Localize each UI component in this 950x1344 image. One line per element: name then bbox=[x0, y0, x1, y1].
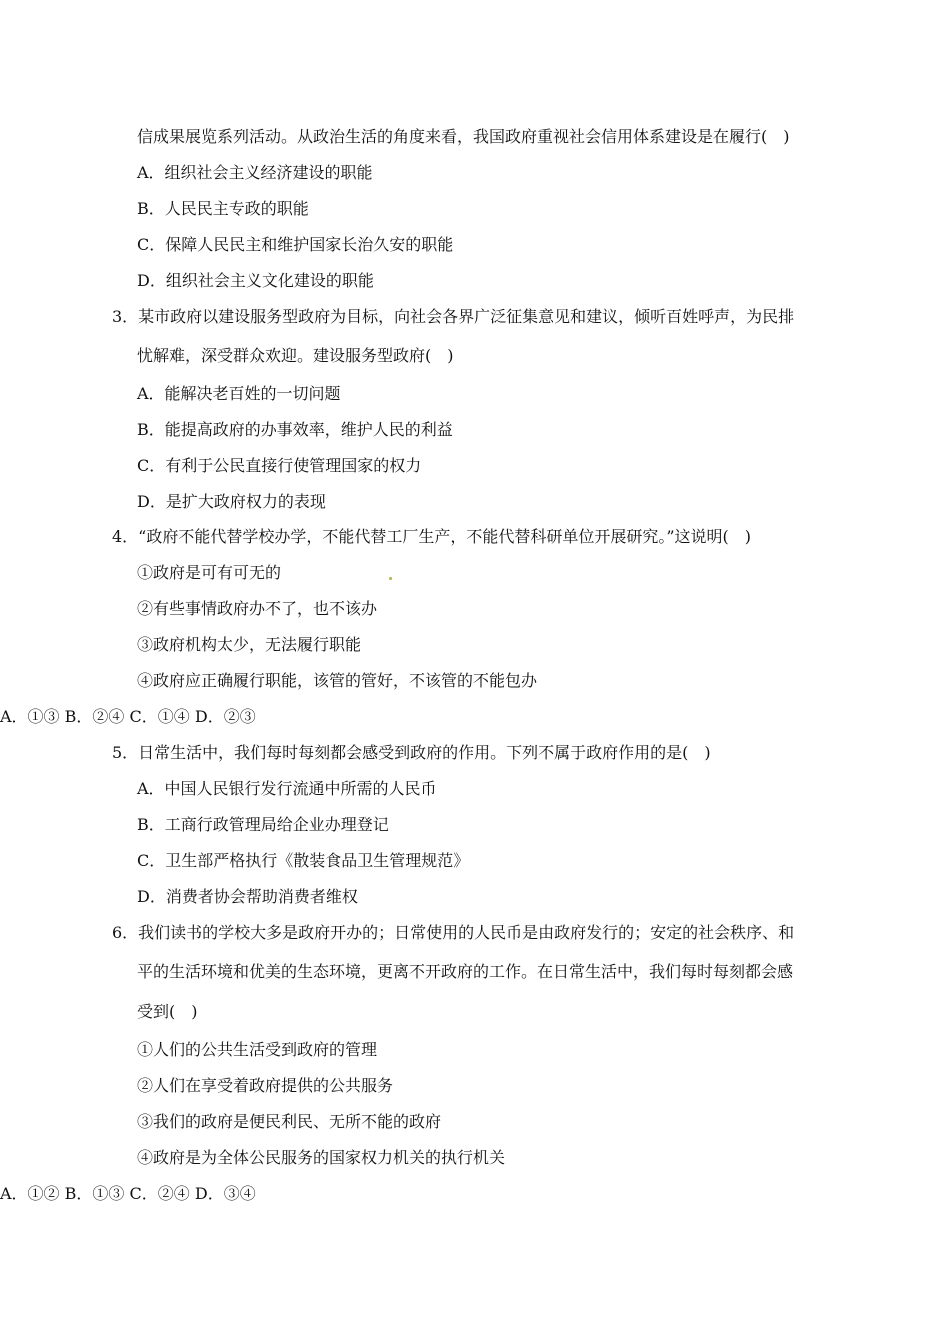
q5-option-d: D．消费者协会帮助消费者维权 bbox=[137, 887, 358, 906]
q3-option-c: C．有利于公民直接行使管理国家的权力 bbox=[137, 456, 422, 475]
q3-option-d: D．是扩大政府权力的表现 bbox=[137, 492, 326, 511]
question-4-stem: 4．“政府不能代替学校办学，不能代替工厂生产，不能代替科研单位开展研究。”这说明( ) bbox=[112, 527, 752, 546]
q4-choice-b: B．②④ bbox=[64, 707, 125, 726]
question-6-stem-line1: 6．我们读书的学校大多是政府开办的；日常使用的人民币是由政府发行的；安定的社会秩序、和 bbox=[112, 923, 795, 942]
q6-choices bbox=[0, 1184, 950, 1204]
q4-statement-4: ④政府应正确履行职能，该管的管好，不该管的不能包办 bbox=[137, 671, 538, 690]
q6-choice-b: B．①③ bbox=[64, 1184, 125, 1203]
q3-option-b: B．能提高政府的办事效率，维护人民的利益 bbox=[137, 420, 453, 439]
question-6-stem-line2: 平的生活环境和优美的生态环境，更离不开政府的工作。在日常生活中，我们每时每刻都会感 bbox=[137, 962, 794, 981]
q4-statement-1: ①政府是可有可无的 bbox=[137, 563, 282, 582]
q6-statement-3: ③我们的政府是便民利民、无所不能的政府 bbox=[137, 1112, 442, 1131]
q6-statement-2: ②人们在享受着政府提供的公共服务 bbox=[137, 1076, 394, 1095]
question-5-stem: 5．日常生活中，我们每时每刻都会感受到政府的作用。下列不属于政府作用的是( ) bbox=[112, 743, 711, 762]
q6-statement-1: ①人们的公共生活受到政府的管理 bbox=[137, 1040, 378, 1059]
q4-choice-d: D．②③ bbox=[194, 707, 256, 726]
scan-speck bbox=[389, 577, 392, 580]
question-3-stem-line2: 忧解难，深受群众欢迎。建设服务型政府( ) bbox=[137, 346, 454, 365]
q2-option-a: A．组织社会主义经济建设的职能 bbox=[137, 163, 373, 182]
q6-choice-a: A．①② bbox=[0, 1184, 60, 1203]
q4-statement-2: ②有些事情政府办不了，也不该办 bbox=[137, 599, 378, 618]
q4-choice-c: C．①④ bbox=[129, 707, 190, 726]
q2-option-b: B．人民民主专政的职能 bbox=[137, 199, 309, 218]
q5-option-c: C．卫生部严格执行《散装食品卫生管理规范》 bbox=[137, 851, 470, 870]
q4-statement-3: ③政府机构太少，无法履行职能 bbox=[137, 635, 362, 654]
q4-choice-a: A．①③ bbox=[0, 707, 60, 726]
q6-statement-4: ④政府是为全体公民服务的国家权力机关的执行机关 bbox=[137, 1148, 506, 1167]
question-6-stem-line3: 受到( ) bbox=[137, 1002, 198, 1021]
q6-choice-c: C．②④ bbox=[129, 1184, 190, 1203]
q5-option-a: A．中国人民银行发行流通中所需的人民币 bbox=[137, 779, 437, 798]
q5-option-b: B．工商行政管理局给企业办理登记 bbox=[137, 815, 389, 834]
q4-choices bbox=[0, 707, 950, 727]
q3-option-a: A．能解决老百姓的一切问题 bbox=[137, 384, 341, 403]
question-2-stem: 信成果展览系列活动。从政治生活的角度来看，我国政府重视社会信用体系建设是在履行( ) bbox=[137, 127, 790, 146]
q6-choice-d: D．③④ bbox=[194, 1184, 256, 1203]
q2-option-c: C．保障人民民主和维护国家长治久安的职能 bbox=[137, 235, 454, 254]
question-3-stem-line1: 3．某市政府以建设服务型政府为目标，向社会各界广泛征集意见和建议，倾听百姓呼声，为民排 bbox=[112, 307, 795, 326]
q2-option-d: D．组织社会主义文化建设的职能 bbox=[137, 271, 374, 290]
